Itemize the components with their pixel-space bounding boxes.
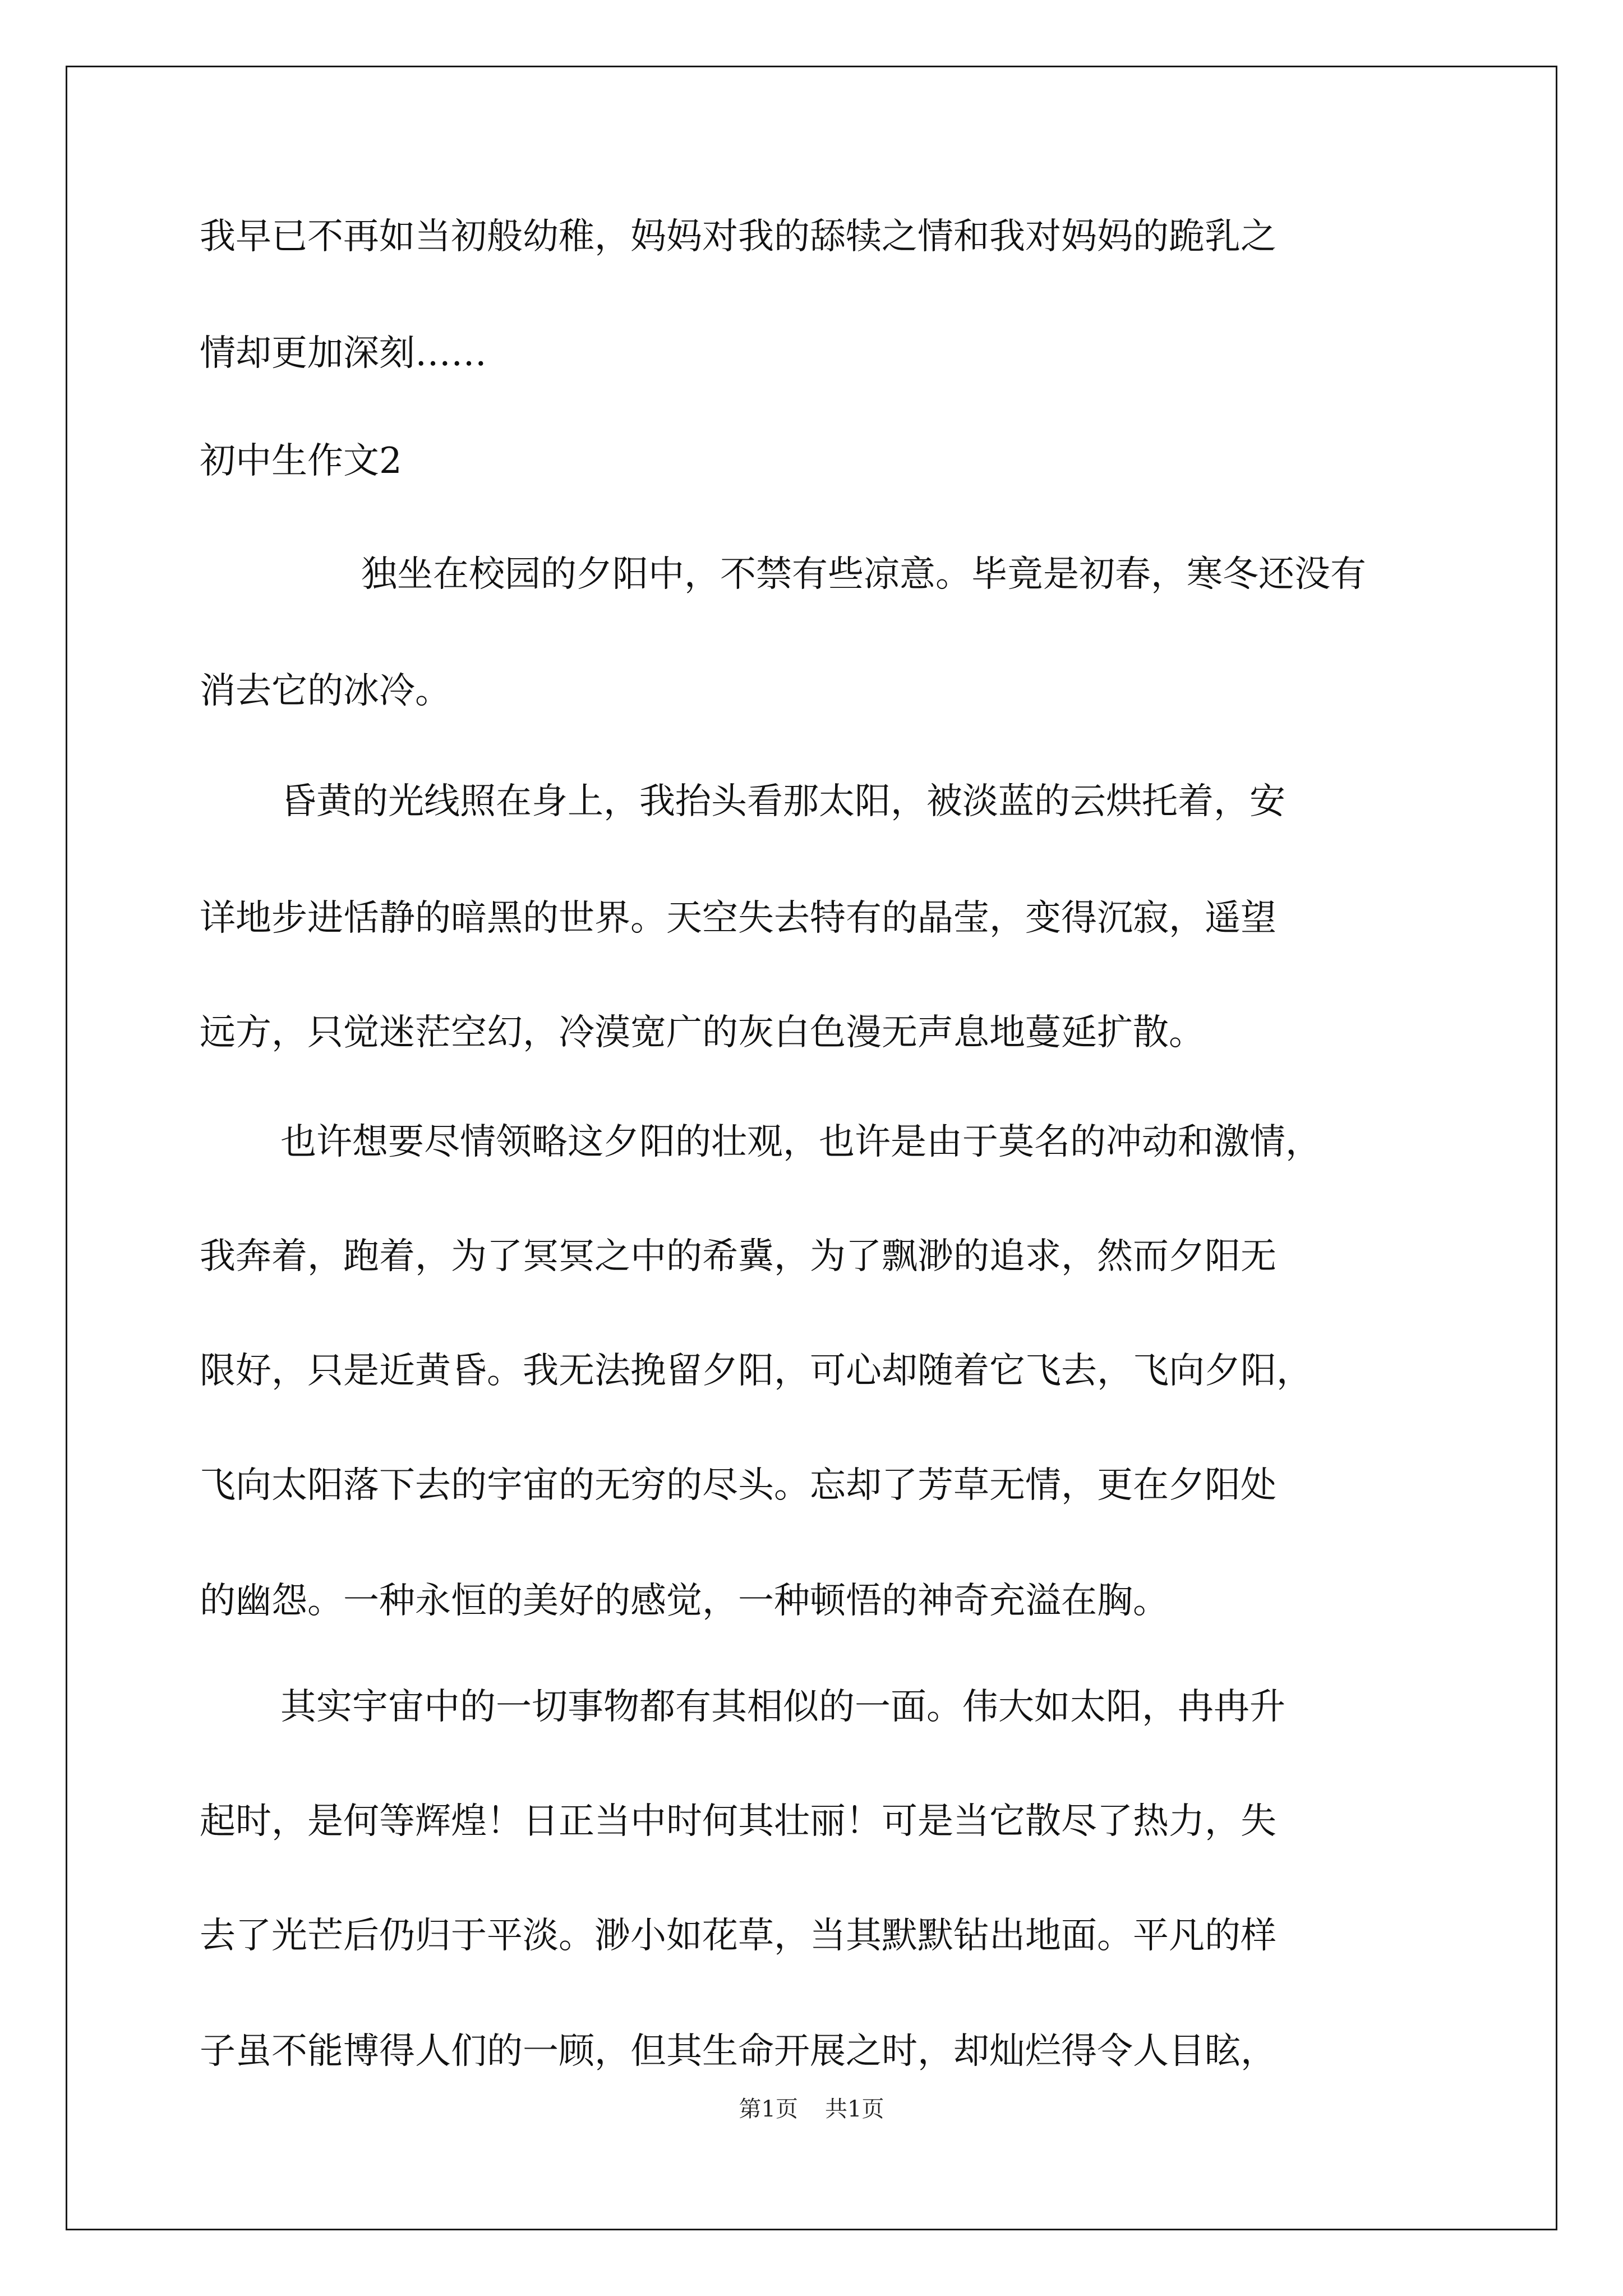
section-heading — [200, 440, 402, 482]
text-line: 远方，只觉迷茫空幻，冷漠宽广的灰白色漫无声息地蔓延扩散。 — [200, 1012, 1205, 1053]
text-line: 的幽怨。一种永恒的美好的感觉，一种顿悟的神奇充溢在胸。 — [200, 1580, 1169, 1622]
text-line: 也许想要尽情领略这夕阳的壮观，也许是由于莫名的冲动和激情， — [280, 1121, 1321, 1163]
paragraph-continuation — [200, 216, 1276, 374]
text-line: 限好，只是近黄昏。我无法挽留夕阳，可心却随着它飞去，飞向夕阳， — [200, 1350, 1312, 1392]
text-line: 我早已不再如当初般幼稚，妈妈对我的舔犊之情和我对妈妈的跪乳之 — [200, 216, 1276, 257]
heading-text: 初中生作文2 — [200, 440, 402, 482]
text-line: 昏黄的光线照在身上，我抬头看那太阳，被淡蓝的云烘托着，安 — [280, 781, 1285, 822]
text-line: 去了光芒后仍归于平淡。渺小如花草，当其默默钻出地面。平凡的样 — [200, 1915, 1276, 1957]
paragraph — [200, 554, 1366, 712]
paragraph — [200, 1686, 1285, 2072]
paragraph — [200, 781, 1285, 1053]
page-number: 第1页 — [739, 2096, 798, 2122]
text-line: 子虽不能博得人们的一顾，但其生命开展之时，却灿烂得令人目眩， — [200, 2031, 1276, 2072]
text-line: 我奔着，跑着，为了冥冥之中的希冀，为了飘渺的追求，然而夕阳无 — [200, 1236, 1276, 1277]
text-line: 独坐在校园的夕阳中，不禁有些凉意。毕竟是初春，寒冬还没有 — [361, 554, 1366, 595]
paragraph — [200, 1121, 1321, 1622]
page-total: 共1页 — [825, 2096, 884, 2122]
text-line: 详地步进恬静的暗黑的世界。天空失去特有的晶莹，变得沉寂，遥望 — [200, 898, 1276, 939]
text-line: 起时，是何等辉煌！日正当中时何其壮丽！可是当它散尽了热力，失 — [200, 1801, 1276, 1842]
text-line: 其实宇宙中的一切事物都有其相似的一面。伟大如太阳，冉冉升 — [280, 1686, 1285, 1728]
page-footer — [0, 2098, 1623, 2120]
text-line: 情却更加深刻…… — [200, 333, 487, 374]
text-line: 消去它的冰冷。 — [200, 670, 451, 712]
text-line: 飞向太阳落下去的宇宙的无穷的尽头。忘却了芳草无情，更在夕阳处 — [200, 1465, 1276, 1506]
